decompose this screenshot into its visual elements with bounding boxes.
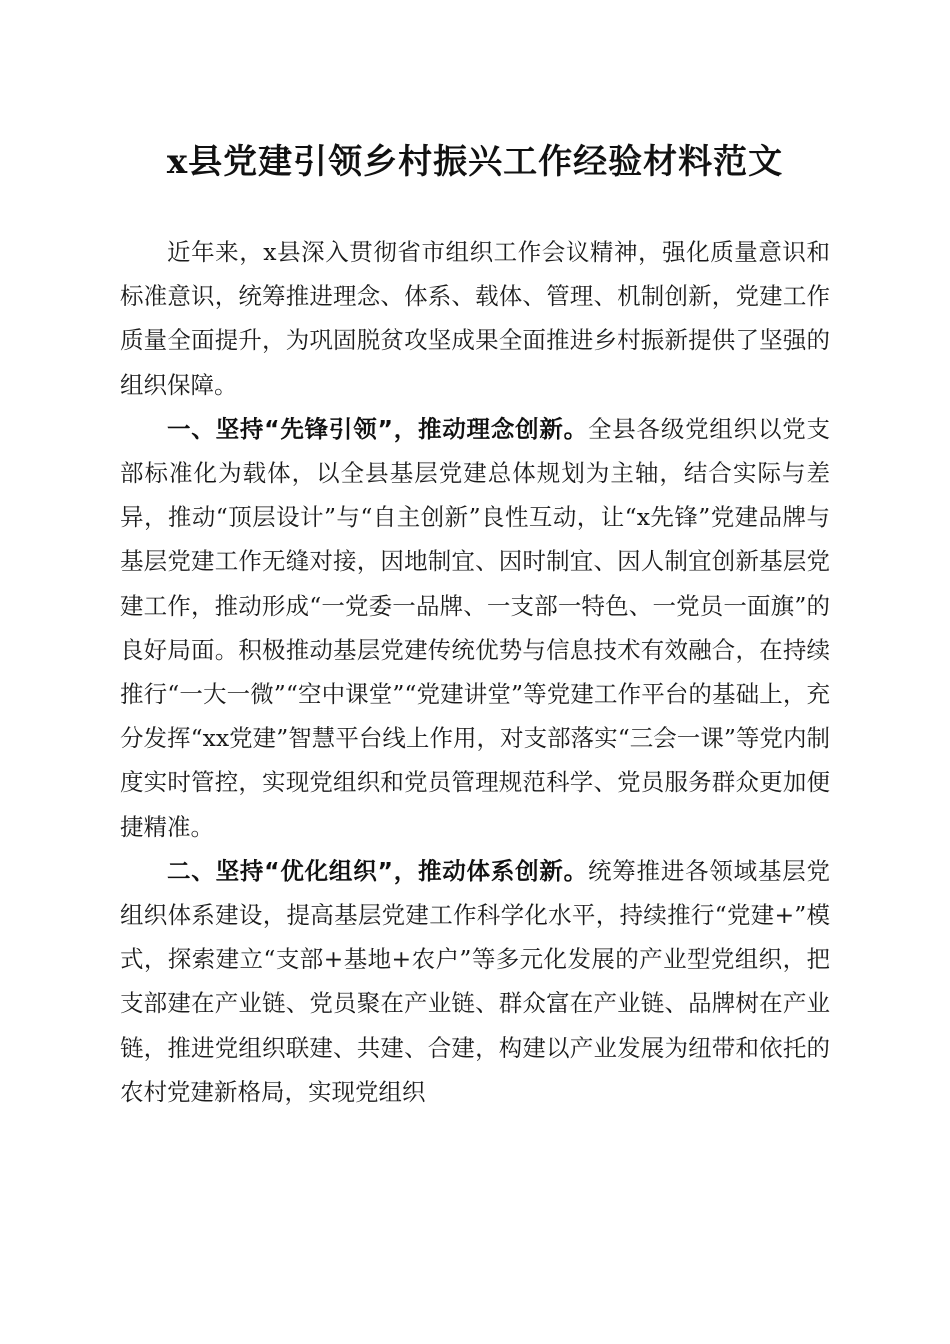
paragraph-intro: [120, 230, 830, 407]
paragraph-intro-text: 近年来，x县深入贯彻省市组织工作会议精神，强化质量意识和标准意识，统筹推进理念、体系、载体、管理、机制创新，党建工作质量全面提升，为巩固脱贫攻坚成果全面推进乡村振新提供了坚强的组织保障。: [120, 238, 830, 399]
document-title: x县党建引领乡村振兴工作经验材料范文: [166, 142, 784, 182]
section-2-heading: 二、坚持“优化组织”，推动体系创新。: [167, 856, 588, 885]
paragraph-section-1: [120, 407, 830, 849]
paragraph-section-2: [120, 849, 830, 1114]
section-2-text: 统筹推进各领域基层党组织体系建设，提高基层党建工作科学化水平，持续推行“党建+”模式，探索建立“支部+基地+农户”等多元化发展的产业型党组织，把支部建在产业链、党员聚在产业链、群众富在产业链、品牌树在产业链，推进党组织联建、共建、合建，构建以产业发展为纽带和依托的农村党建新格局，实现党组织: [120, 856, 831, 1106]
document-body: [120, 230, 830, 1114]
section-1-text: 全县各级党组织以党支部标准化为载体，以全县基层党建总体规划为主轴，结合实际与差异，推动“顶层设计”与“自主创新”良性互动，让“x先锋”党建品牌与基层党建工作无缝对接，因地制宜、因时制宜、因人制宜创新基层党建工作，推动形成“一党委一品牌、一支部一特色、一党员一面旗”的良好局面。积极推动基层党建传统优势与信息技术有效融合，在持续推行“一大一微”“空中课堂”“党建讲堂”等党建工作平台的基础上，充分发挥“xx党建”智慧平台线上作用，对支部落实“三会一课”等党内制度实时管控，实现党组织和党员管理规范科学、党员服务群众更加便捷精准。: [120, 414, 831, 841]
section-1-heading: 一、坚持“先锋引领”，推动理念创新。: [167, 414, 588, 443]
